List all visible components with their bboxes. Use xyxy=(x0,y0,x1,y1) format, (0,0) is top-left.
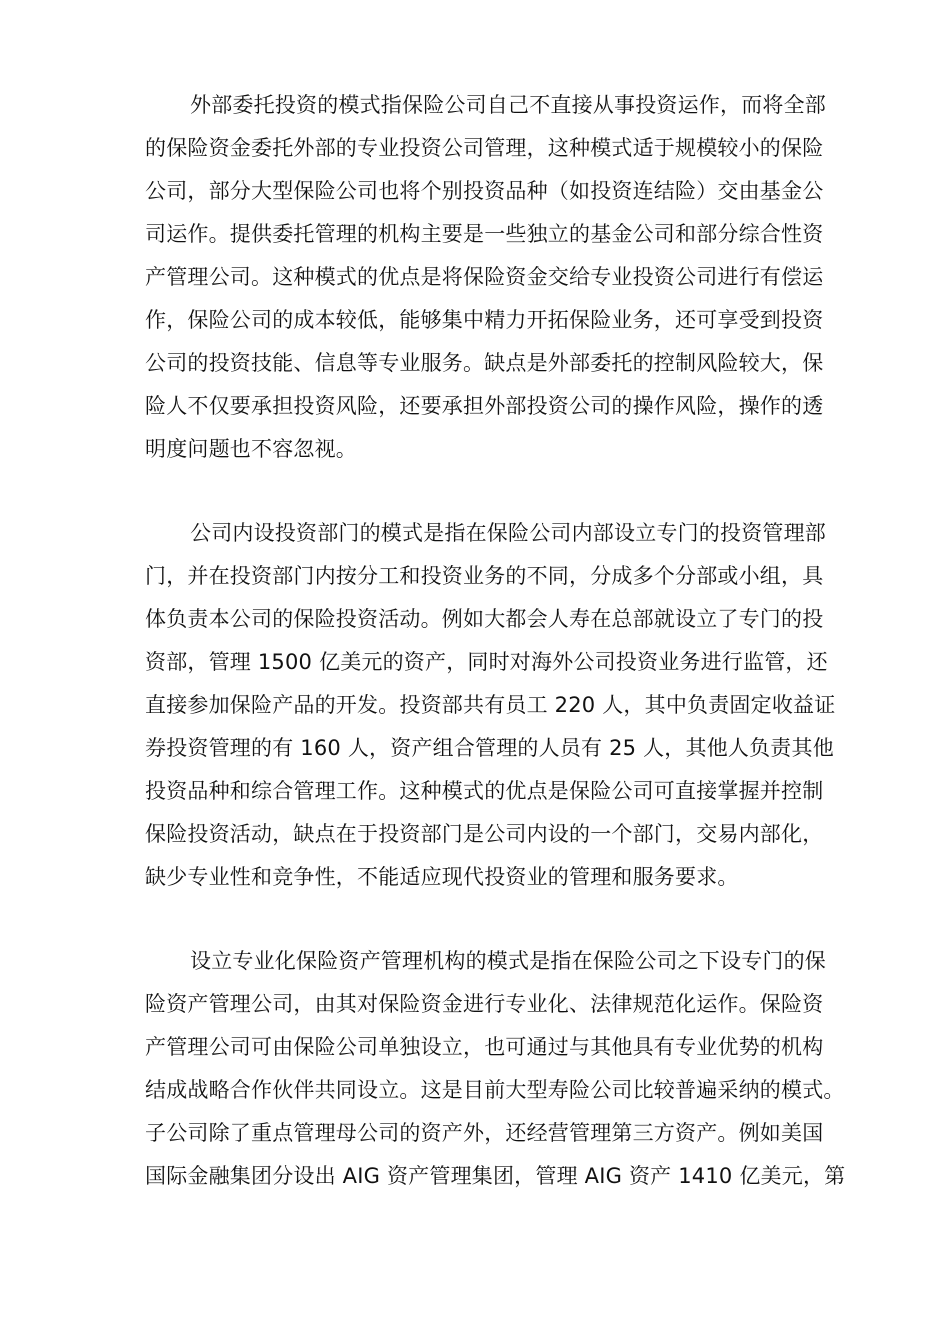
paragraph-1-line-3: 公司，部分大型保险公司也将个别投资品种（如投资连结险）交由基金公 xyxy=(145,179,824,203)
paragraph-3-line-5: 子公司除了重点管理母公司的资产外，还经营管理第三方资产。例如美国 xyxy=(145,1121,824,1145)
paragraph-3-line-6: 国际金融集团分设出 AIG 资产管理集团，管理 AIG 资产 1410 亿美元，第 xyxy=(145,1164,846,1188)
paragraph-2-line-2: 门，并在投资部门内按分工和投资业务的不同，分成多个分部或小组，具 xyxy=(145,564,824,588)
paragraph-2-line-5: 直接参加保险产品的开发。投资部共有员工 220 人，其中负责固定收益证 xyxy=(145,693,836,717)
paragraph-3-line-2: 险资产管理公司，由其对保险资金进行专业化、法律规范化运作。保险资 xyxy=(145,992,824,1016)
paragraph-1-line-2: 的保险资金委托外部的专业投资公司管理，这种模式适于规模较小的保险 xyxy=(145,136,824,160)
paragraph-1-line-5: 产管理公司。这种模式的优点是将保险资金交给专业投资公司进行有偿运 xyxy=(145,265,824,289)
paragraph-3-line-4: 结成战略合作伙伴共同设立。这是目前大型寿险公司比较普遍采纳的模式。 xyxy=(145,1078,845,1102)
paragraph-1-line-9: 明度问题也不容忽视。 xyxy=(145,437,357,461)
paragraph-1-line-6: 作，保险公司的成本较低，能够集中精力开拓保险业务，还可享受到投资 xyxy=(145,308,824,332)
paragraph-1-line-7: 公司的投资技能、信息等专业服务。缺点是外部委托的控制风险较大，保 xyxy=(145,351,824,375)
paragraph-2-line-8: 保险投资活动，缺点在于投资部门是公司内设的一个部门，交易内部化， xyxy=(145,822,824,846)
paragraph-2-line-3: 体负责本公司的保险投资活动。例如大都会人寿在总部就设立了专门的投 xyxy=(145,607,824,631)
paragraph-3-line-3: 产管理公司可由保险公司单独设立，也可通过与其他具有专业优势的机构 xyxy=(145,1035,824,1059)
paragraph-1-line-4: 司运作。提供委托管理的机构主要是一些独立的基金公司和部分综合性资 xyxy=(145,222,824,246)
paragraph-2-line-1: 公司内设投资部门的模式是指在保险公司内部设立专门的投资管理部 xyxy=(190,521,826,545)
paragraph-2-line-9: 缺少专业性和竞争性，不能适应现代投资业的管理和服务要求。 xyxy=(145,865,739,889)
paragraph-1-line-1: 外部委托投资的模式指保险公司自己不直接从事投资运作，而将全部 xyxy=(190,93,826,117)
paragraph-2-line-7: 投资品种和综合管理工作。这种模式的优点是保险公司可直接掌握并控制 xyxy=(145,779,824,803)
paragraph-1-line-8: 险人不仅要承担投资风险，还要承担外部投资公司的操作风险，操作的透 xyxy=(145,394,824,418)
paragraph-2-line-4: 资部，管理 1500 亿美元的资产，同时对海外公司投资业务进行监管，还 xyxy=(145,650,828,674)
paragraph-2-line-6: 券投资管理的有 160 人，资产组合管理的人员有 25 人，其他人负责其他 xyxy=(145,736,834,760)
paragraph-3-line-1: 设立专业化保险资产管理机构的模式是指在保险公司之下设专门的保 xyxy=(190,949,826,973)
